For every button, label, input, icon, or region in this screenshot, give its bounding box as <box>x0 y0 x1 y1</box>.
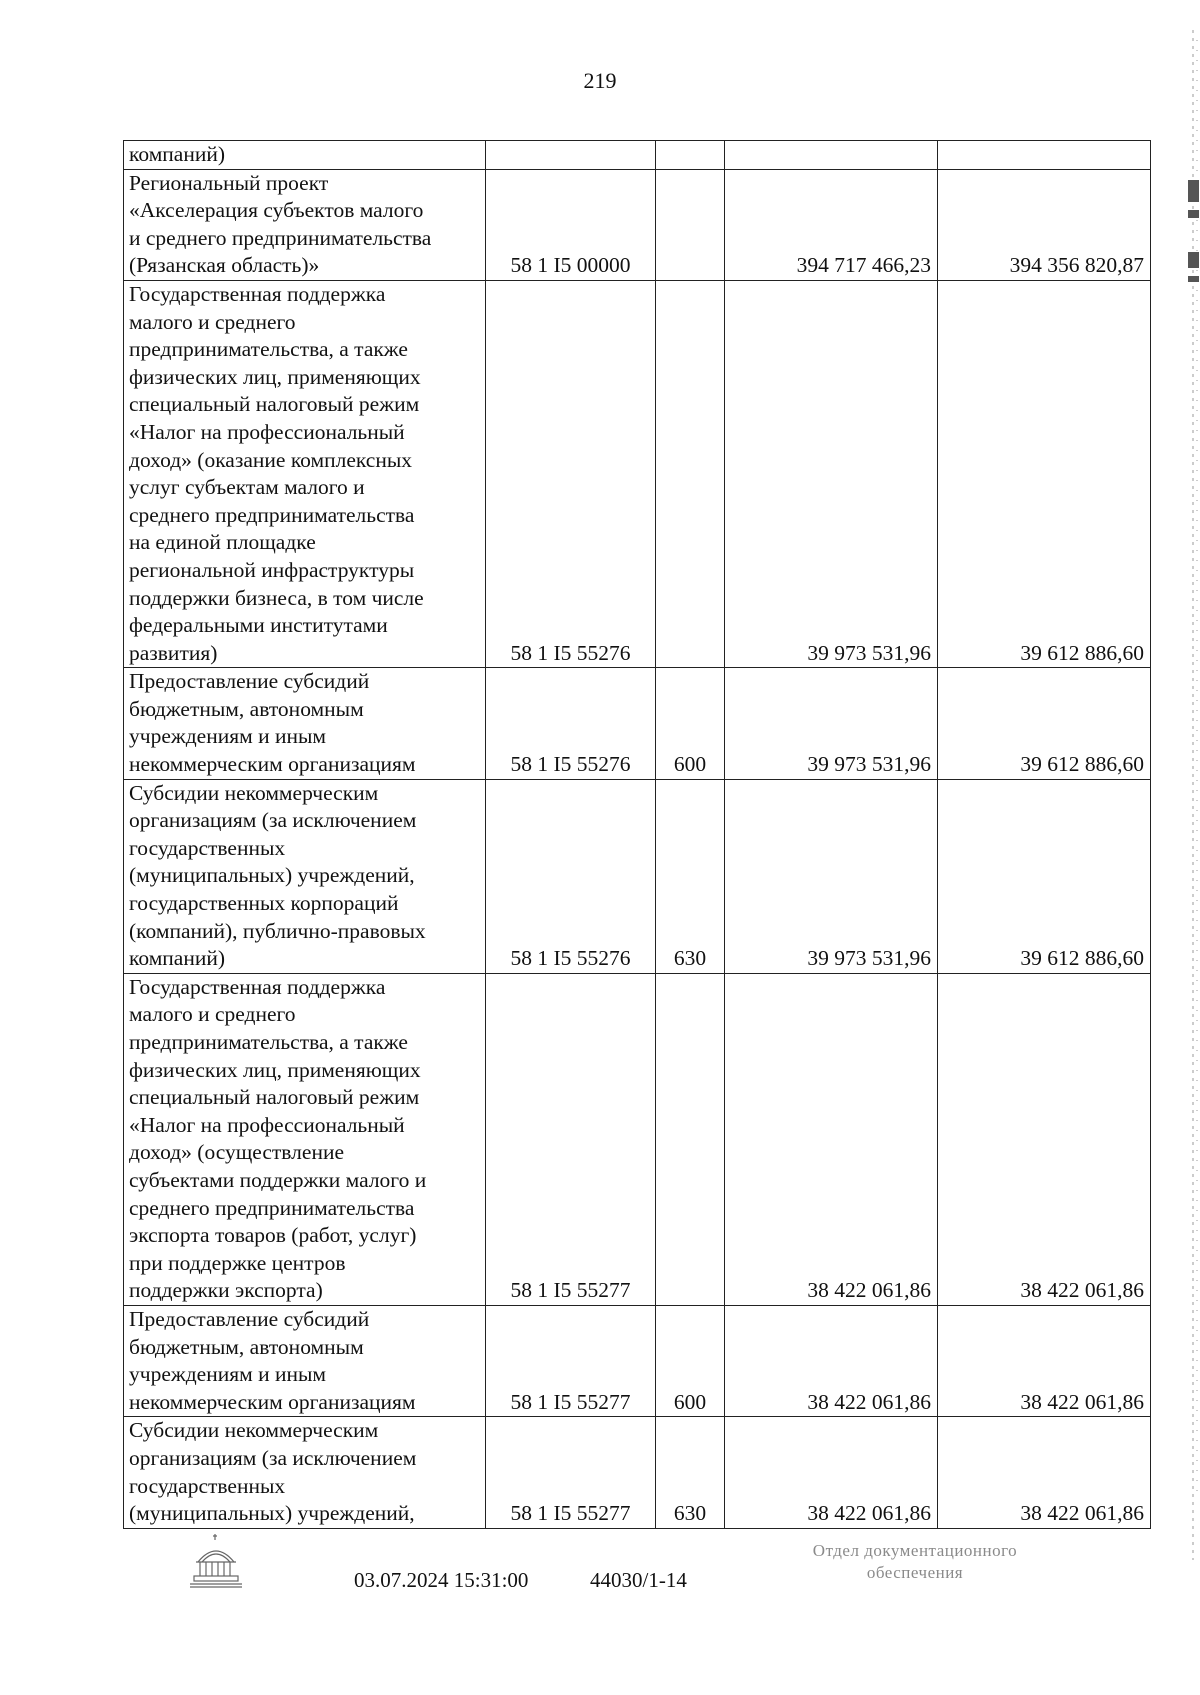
expense-name-line: компаний) <box>129 142 226 166</box>
expense-name-line: некоммерческим организациям <box>129 1389 416 1414</box>
expense-name-line: государственных <box>129 835 286 860</box>
expense-name-cell <box>124 141 486 170</box>
expense-name-line: поддержки экспорта) <box>129 1278 323 1303</box>
expense-name-line: Государственная поддержка <box>129 281 386 306</box>
expense-name-line: предпринимательства, а также <box>129 337 408 362</box>
footer-registration-number: 44030/1-14 <box>590 1568 687 1592</box>
expense-name-line: поддержки бизнеса, в том числе <box>129 585 424 610</box>
expense-name-cell <box>124 973 486 1305</box>
table-row <box>124 169 1151 280</box>
expense-type-cell <box>656 973 725 1305</box>
expense-name-line: среднего предпринимательства <box>129 1195 415 1220</box>
amount-year1-cell: 394 717 466,23 <box>725 169 938 280</box>
budget-code-cell: 58 1 I5 55277 <box>486 1305 656 1416</box>
amount-year2-cell: 38 422 061,86 <box>938 1417 1151 1528</box>
amount-year2-cell: 39 612 886,60 <box>938 779 1151 973</box>
budget-code-cell: 58 1 I5 55276 <box>486 779 656 973</box>
expense-type-cell: 630 <box>656 779 725 973</box>
expense-name-line: физических лиц, применяющих <box>129 364 421 389</box>
amount-year1-cell: 38 422 061,86 <box>725 973 938 1305</box>
expense-name-line: федеральными институтами <box>129 613 388 638</box>
amount-year1-cell: 39 973 531,96 <box>725 779 938 973</box>
amount-year2-cell: 39 612 886,60 <box>938 668 1151 779</box>
amount-year1-cell: 38 422 061,86 <box>725 1417 938 1528</box>
table-row <box>124 973 1151 1305</box>
expense-name-line: специальный налоговый режим <box>129 392 420 417</box>
department-stamp-line: обеспечения <box>866 1563 964 1582</box>
expense-name-line: субъектами поддержки малого и <box>129 1167 427 1192</box>
expense-name-line: доход» (оказание комплексных <box>129 447 413 472</box>
expense-name-line: государственных <box>129 1473 286 1498</box>
expense-name-line: организациям (за исключением <box>129 808 417 833</box>
expense-name-line: бюджетным, автономным <box>129 696 364 721</box>
table-row <box>124 668 1151 779</box>
expense-name-line: специальный налоговый режим <box>129 1085 420 1110</box>
expense-name-line: компаний) <box>129 946 226 971</box>
amount-year1-cell: 39 973 531,96 <box>725 280 938 667</box>
expense-name-line: (муниципальных) учреждений, <box>129 863 415 888</box>
expense-name-cell <box>124 1417 486 1528</box>
amount-year1-cell: 38 422 061,86 <box>725 1305 938 1416</box>
expense-name-line: некоммерческим организациям <box>129 752 416 777</box>
parliament-building-logo-icon <box>186 1532 246 1592</box>
amount-year2-cell: 38 422 061,86 <box>938 1305 1151 1416</box>
scan-edge-marks <box>1186 0 1200 1695</box>
page-number: 219 <box>583 68 617 93</box>
amount-year2-cell <box>938 141 1151 170</box>
amount-year1-cell <box>725 141 938 170</box>
expense-name-line: организациям (за исключением <box>129 1445 417 1470</box>
table-row <box>124 1305 1151 1416</box>
expense-name-line: услуг субъектам малого и <box>129 475 365 500</box>
expense-name-line: Субсидии некоммерческим <box>129 780 379 805</box>
expense-name-cell <box>124 779 486 973</box>
amount-year2-cell: 39 612 886,60 <box>938 280 1151 667</box>
expense-name-line: среднего предпринимательства <box>129 502 415 527</box>
expense-name-line: «Налог на профессиональный <box>129 419 405 444</box>
budget-code-cell <box>486 141 656 170</box>
expense-name-line: Региональный проект <box>129 170 329 195</box>
expense-name-line: Субсидии некоммерческим <box>129 1418 379 1443</box>
expense-name-cell <box>124 1305 486 1416</box>
expense-name-line: (муниципальных) учреждений, <box>129 1501 415 1526</box>
expense-type-cell: 600 <box>656 1305 725 1416</box>
expense-name-line: на единой площадке <box>129 530 316 555</box>
expense-name-cell <box>124 280 486 667</box>
expense-name-line: Государственная поддержка <box>129 974 386 999</box>
expense-name-line: при поддержке центров <box>129 1250 346 1275</box>
table-row <box>124 141 1151 170</box>
table-row <box>124 779 1151 973</box>
expense-name-line: региональной инфраструктуры <box>129 557 415 582</box>
expense-name-line: учреждениям и иным <box>129 1362 327 1387</box>
expense-name-line: (Рязанская область)» <box>129 253 320 278</box>
footer-timestamp: 03.07.2024 15:31:00 <box>354 1568 529 1592</box>
amount-year1-cell: 39 973 531,96 <box>725 668 938 779</box>
expense-name-line: «Налог на профессиональный <box>129 1112 405 1137</box>
expense-type-cell <box>656 280 725 667</box>
amount-year2-cell: 394 356 820,87 <box>938 169 1151 280</box>
amount-year2-cell: 38 422 061,86 <box>938 973 1151 1305</box>
budget-code-cell: 58 1 I5 55277 <box>486 973 656 1305</box>
expense-name-line: малого и среднего <box>129 1002 296 1027</box>
expense-name-line: учреждениям и иным <box>129 724 327 749</box>
expense-type-cell: 630 <box>656 1417 725 1528</box>
expense-name-line: Предоставление субсидий <box>129 669 370 694</box>
expense-name-line: предпринимательства, а также <box>129 1030 408 1054</box>
expense-name-line: малого и среднего <box>129 309 296 334</box>
expense-type-cell <box>656 169 725 280</box>
budget-table <box>123 140 1151 1529</box>
expense-name-line: развития) <box>129 640 218 665</box>
budget-code-cell: 58 1 I5 55276 <box>486 280 656 667</box>
budget-code-cell: 58 1 I5 55276 <box>486 668 656 779</box>
expense-name-line: бюджетным, автономным <box>129 1334 364 1359</box>
budget-code-cell: 58 1 I5 00000 <box>486 169 656 280</box>
expense-name-line: доход» (осуществление <box>129 1140 344 1165</box>
expense-name-line: «Акселерация субъектов малого <box>129 198 424 223</box>
expense-name-line: физических лиц, применяющих <box>129 1057 421 1082</box>
expense-name-line: (компаний), публично-правовых <box>129 918 426 943</box>
expense-name-cell <box>124 668 486 779</box>
expense-name-line: экспорта товаров (работ, услуг) <box>129 1223 417 1248</box>
department-stamp-line: Отдел документационного <box>812 1541 1018 1560</box>
table-row <box>124 1417 1151 1528</box>
expense-type-cell <box>656 141 725 170</box>
table-row <box>124 280 1151 667</box>
budget-code-cell: 58 1 I5 55277 <box>486 1417 656 1528</box>
expense-name-cell <box>124 169 486 280</box>
expense-name-line: государственных корпораций <box>129 891 399 916</box>
expense-name-line: и среднего предпринимательства <box>129 225 432 250</box>
expense-name-line: Предоставление субсидий <box>129 1306 370 1331</box>
expense-type-cell: 600 <box>656 668 725 779</box>
department-stamp <box>770 1540 1060 1584</box>
budget-table-body <box>124 141 1151 1529</box>
